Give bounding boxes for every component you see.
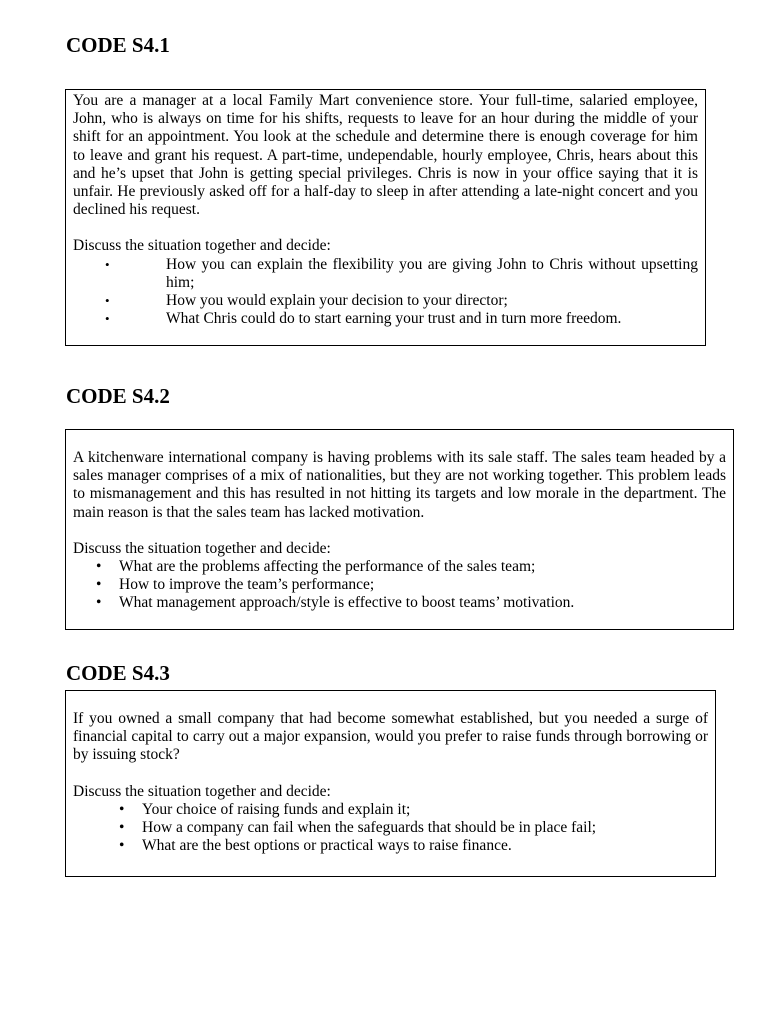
case-box-s4-3 — [65, 690, 716, 877]
case-paragraph: If you owned a small company that had become somewhat established, but you needed a surge of financial capital to carry out a major expansion, would you prefer to raise funds through borrowing or by issuing stock? — [73, 710, 708, 764]
list-item: • What Chris could do to start earning your trust and in turn more freedom. — [105, 310, 622, 328]
bullet-icon: • — [105, 311, 110, 327]
section-heading-s4-1: CODE S4.1 — [66, 33, 170, 57]
decision-list — [73, 256, 698, 329]
section-heading-s4-2: CODE S4.2 — [66, 384, 170, 408]
list-item: • How you can explain the flexibility you are giving John to Chris without upsetting him; — [105, 255, 698, 291]
bullet-icon: • — [96, 594, 102, 612]
decision-list — [73, 558, 726, 613]
section-heading-s4-3: CODE S4.3 — [66, 661, 170, 685]
discuss-intro: Discuss the situation together and decide: — [73, 782, 331, 800]
list-item: • How a company can fail when the safeguards that should be in place fail; — [119, 819, 597, 837]
list-item: • Your choice of raising funds and explain it; — [119, 800, 411, 818]
decision-list — [73, 801, 708, 856]
bullet-icon: • — [96, 558, 102, 576]
list-item: • How you would explain your decision to your director; — [105, 292, 508, 310]
case-paragraph: A kitchenware international company is having problems with its sale staff. The sales team headed by a sales manager comprises of a mix of nationalities, but they are not working together. This problem leads to mismanagement and this has resulted in not hitting its targets and low morale in the department. The main reason is that the sales team has lacked motivation. — [73, 449, 726, 521]
list-item: • What are the problems affecting the performance of the sales team; — [96, 558, 536, 576]
bullet-icon: • — [119, 837, 125, 855]
bullet-icon: • — [119, 800, 125, 818]
bullet-icon: • — [119, 819, 125, 837]
bullet-icon: • — [96, 576, 102, 594]
case-paragraph: You are a manager at a local Family Mart convenience store. Your full-time, salaried employee, John, who is always on time for his shifts, requests to leave for an hour during the middle of your shift for an appointment. You look at the schedule and determine there is enough coverage for him to leave and grant his request. A part-time, undependable, hourly employee, Chris, hears about this and he’s upset that John is getting special privileges. Chris is now in your office saying that it is unfair. He previously asked off for a half-day to sleep in after attending a late-night concert and you declined his request. — [73, 92, 698, 219]
list-item: • What management approach/style is effective to boost teams’ motivation. — [96, 594, 575, 612]
case-box-s4-2 — [65, 429, 734, 630]
bullet-icon: • — [105, 256, 110, 272]
list-item: • What are the best options or practical ways to raise finance. — [119, 837, 512, 855]
case-box-s4-1 — [65, 89, 706, 346]
bullet-icon: • — [105, 293, 110, 309]
discuss-intro: Discuss the situation together and decide: — [73, 539, 331, 557]
discuss-intro: Discuss the situation together and decide: — [73, 237, 331, 255]
list-item: • How to improve the team’s performance; — [96, 576, 375, 594]
